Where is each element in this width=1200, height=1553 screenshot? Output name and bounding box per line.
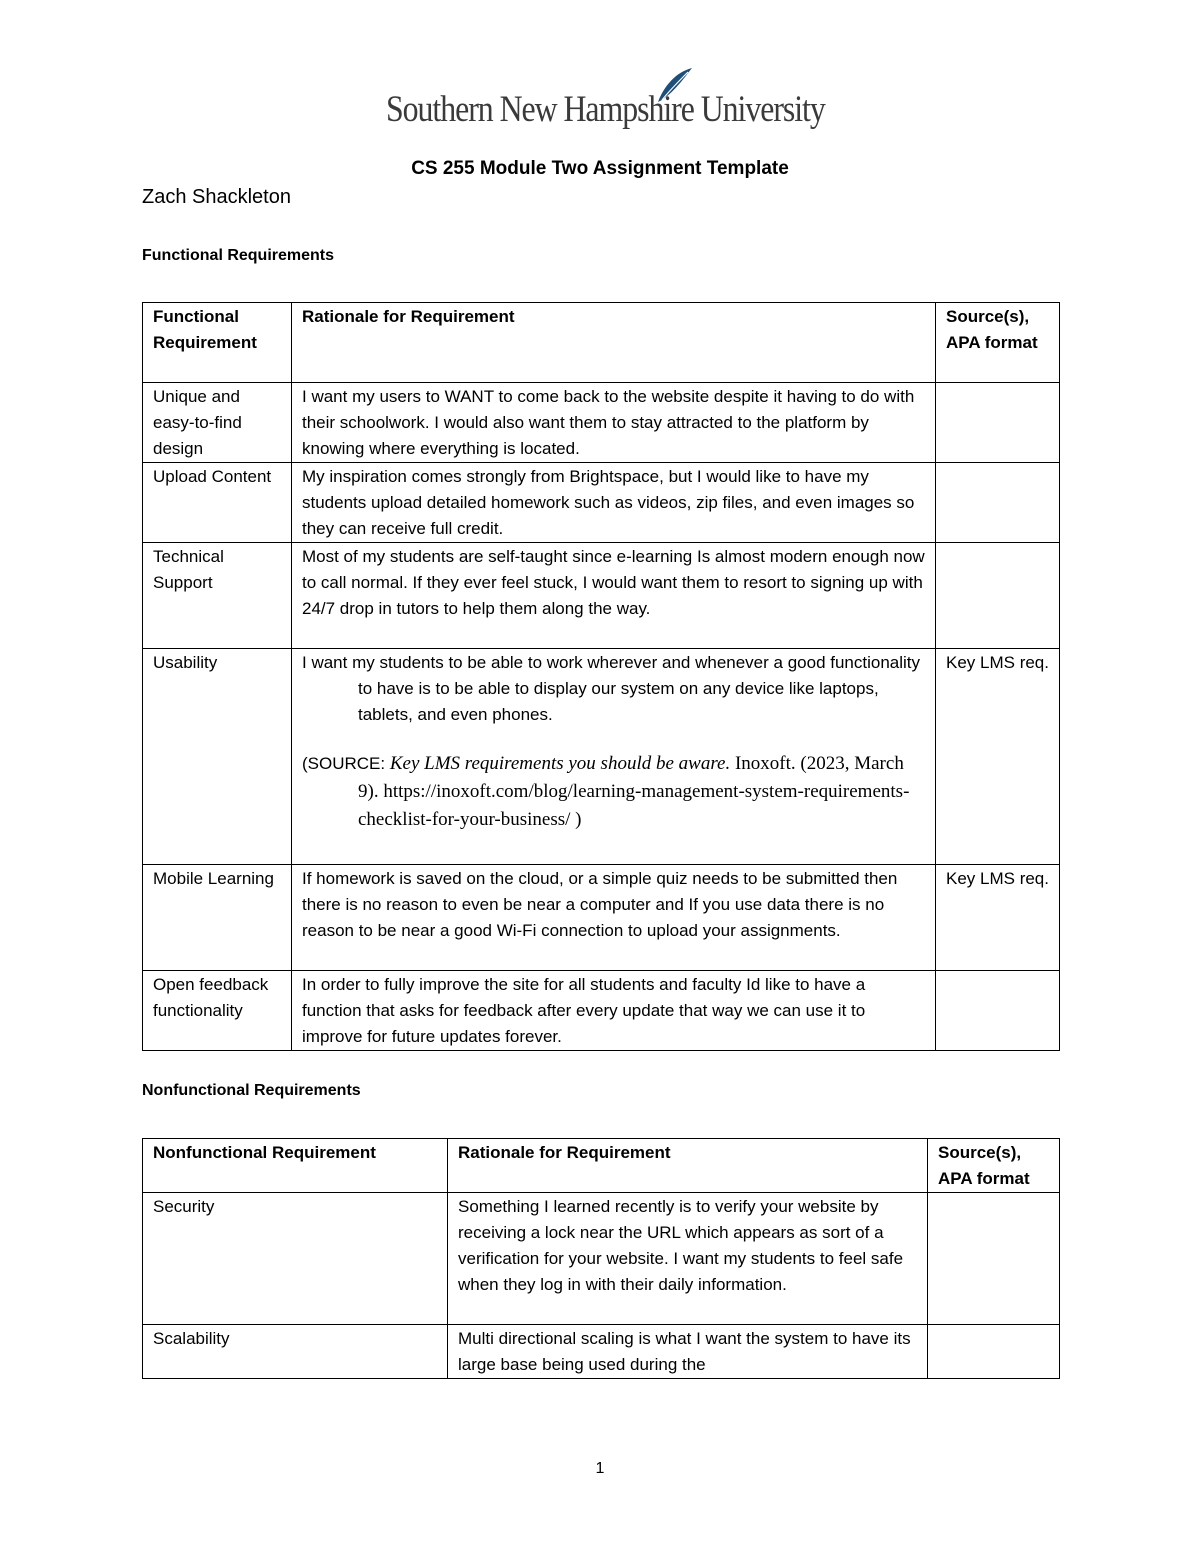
- page-number: 1: [595, 1460, 605, 1477]
- logo-wordmark: Southern New Hampshire University: [386, 89, 825, 130]
- column-header: Rationale for Requirement: [448, 1139, 928, 1193]
- rationale-cell: I want my users to WANT to come back to the website despite it having to do with their schoolwork. I would also want them to stay attracted to the platform by knowing where everything is located.: [292, 383, 936, 463]
- university-logo: [386, 66, 825, 138]
- table-row: [143, 1193, 1060, 1325]
- document-title: CS 255 Module Two Assignment Template: [411, 158, 789, 179]
- requirement-cell: Upload Content: [143, 463, 292, 543]
- source-cell: [936, 543, 1060, 649]
- source-cell: Key LMS req.: [936, 649, 1060, 865]
- rationale-cell: Most of my students are self-taught since e-learning Is almost modern enough now to call normal. If they ever feel stuck, I would want them to resort to signing up with 24/7 drop in tutors to help them along the way.: [292, 543, 936, 649]
- requirement-cell: Technical Support: [143, 543, 292, 649]
- source-cell: [936, 463, 1060, 543]
- rationale-cell: [292, 649, 936, 865]
- column-header: Rationale for Requirement: [292, 303, 936, 383]
- table-row: [143, 865, 1060, 971]
- source-cell: [928, 1193, 1060, 1325]
- requirement-cell: Mobile Learning: [143, 865, 292, 971]
- source-cell: Key LMS req.: [936, 865, 1060, 971]
- column-header: Nonfunctional Requirement: [143, 1139, 448, 1193]
- source-cell: [936, 383, 1060, 463]
- requirement-cell: Security: [143, 1193, 448, 1325]
- table-header-row: [143, 303, 1060, 383]
- nonfunctional-requirements-table: [142, 1138, 1060, 1379]
- citation-title: Key LMS requirements you should be aware.: [389, 753, 731, 774]
- source-cell: [936, 971, 1060, 1051]
- rationale-cell: If homework is saved on the cloud, or a simple quiz needs to be submitted then there is no reason to even be near a computer and If you use data there is no reason to be near a good Wi-Fi connection to upload your assignments.: [292, 865, 936, 971]
- rationale-cell: Multi directional scaling is what I want the system to have its large base being used during the: [448, 1325, 928, 1379]
- column-header: Source(s), APA format: [936, 303, 1060, 383]
- requirement-cell: Usability: [143, 649, 292, 865]
- rationale-cell: My inspiration comes strongly from Brightspace, but I would like to have my students upload detailed homework such as videos, zip files, and even images so they can receive full credit.: [292, 463, 936, 543]
- table-row: [143, 543, 1060, 649]
- table-header-row: [143, 1139, 1060, 1193]
- table-row: [143, 383, 1060, 463]
- requirement-cell: Unique and easy-to-find design: [143, 383, 292, 463]
- table-row: [143, 649, 1060, 865]
- requirement-cell: Scalability: [143, 1325, 448, 1379]
- author-name: Zach Shackleton: [142, 186, 291, 208]
- rationale-cell: Something I learned recently is to verify your website by receiving a lock near the URL which appears as sort of a verification for your website. I want my students to feel safe when they log in with their daily information.: [448, 1193, 928, 1325]
- table-row: [143, 1325, 1060, 1379]
- column-header: Source(s), APA format: [928, 1139, 1060, 1193]
- table-row: [143, 463, 1060, 543]
- citation-prefix: (SOURCE:: [302, 754, 390, 773]
- source-cell: [928, 1325, 1060, 1379]
- requirement-cell: Open feedback functionality: [143, 971, 292, 1051]
- citation-reference: Inoxoft. (2023, March 9). https://inoxoft.com/blog/learning-management-system-requirements-checklist-for-your-business/ ): [358, 753, 910, 830]
- table-row: [143, 971, 1060, 1051]
- functional-requirements-table: [142, 302, 1060, 1051]
- rationale-text: I want my students to be able to work wherever and whenever a good functionality to have is to be able to display our system on any device like laptops, tablets, and even phones.: [302, 653, 921, 724]
- functional-heading: Functional Requirements: [142, 247, 335, 264]
- nonfunctional-heading: Nonfunctional Requirements: [142, 1082, 361, 1099]
- rationale-cell: In order to fully improve the site for all students and faculty Id like to have a function that asks for feedback after every update that way we can use it to improve for future updates forever.: [292, 971, 936, 1051]
- column-header: Functional Requirement: [143, 303, 292, 383]
- citation: [302, 750, 925, 834]
